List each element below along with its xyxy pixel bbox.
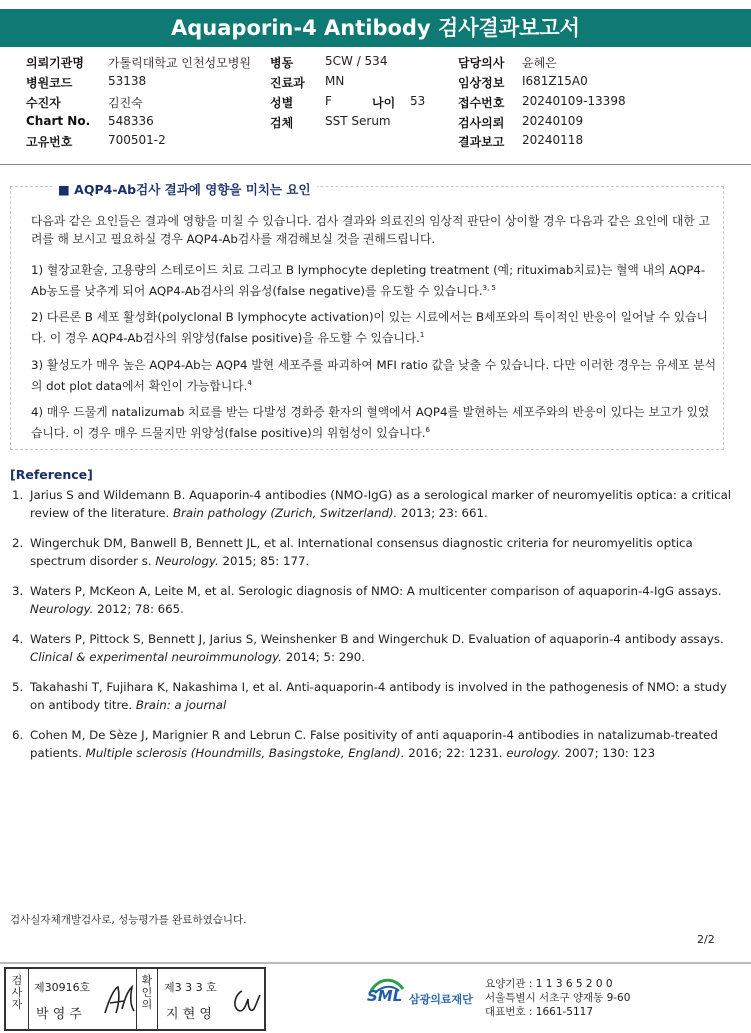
info-value: MN: [325, 74, 345, 88]
info-label: 검사의뢰: [458, 116, 505, 130]
reference-item: [12, 679, 732, 714]
reference-journal: Clinical & experimental neuroimmunology.: [30, 649, 282, 664]
role-char: 확: [141, 974, 153, 987]
signer-license: 제3 3 3 호: [164, 981, 217, 994]
signer-role: [136, 969, 158, 1029]
reference-tail: 2014; 5: 290.: [281, 649, 365, 664]
info-value: 20240109-13398: [522, 94, 626, 108]
org-registration: 요양기관 : 1 1 3 6 5 2 0 0: [485, 978, 613, 990]
signature-box: [4, 967, 266, 1031]
info-label: 고유번호: [26, 135, 73, 149]
logo-text: SML: [367, 987, 403, 1005]
signer-license: 제30916호: [34, 981, 91, 994]
info-label: 접수번호: [458, 96, 505, 110]
info-label: 진료과: [270, 76, 305, 90]
reference-item: [12, 727, 732, 762]
org-phone: 대표번호 : 1661-5117: [485, 1006, 594, 1018]
divider: [0, 164, 751, 165]
info-value: I681Z15A0: [522, 74, 588, 88]
reference-tail: 2016; 22: 1231.: [404, 745, 507, 760]
reference-number: 4.: [12, 632, 24, 646]
factors-heading: ■ AQP4-Ab검사 결과에 영향을 미치는 요인: [52, 180, 317, 198]
org-logo: [367, 975, 482, 1015]
info-value: F: [325, 94, 332, 108]
info-value: 20240109: [522, 114, 584, 128]
factor-text: 1) 혈장교환술, 고용량의 스테로이드 치료 그리고 B lymphocyte depleting treatment (예; rituximab치료)는 혈액 내의 AQP4-Ab농도를 낮추게 되어 AQP4-Ab검사의 위음성(false negative)를 유도할 수 있습니다.: [31, 263, 706, 298]
info-label: 병원코드: [26, 76, 73, 90]
signer-name: 박 영 주: [36, 1007, 82, 1022]
signer-role: [6, 969, 29, 1029]
role-char: 인: [141, 986, 153, 999]
info-label: 병동: [270, 56, 294, 70]
reference-item: [12, 583, 732, 618]
factor-citation: 1: [419, 330, 425, 339]
info-label: 나이: [372, 96, 396, 110]
reference-journal: Brain pathology (Zurich, Switzerland).: [172, 505, 398, 520]
reference-text: Cohen M, De Sèze J, Marignier R and Lebrun C. False positivity of anti aquaporin-4 antibodies in natalizumab-treated patients.: [30, 728, 718, 760]
role-char: 의: [141, 998, 153, 1011]
info-label: 검체: [270, 116, 294, 130]
reference-title: [Reference]: [10, 467, 93, 482]
info-value: 20240118: [522, 133, 584, 147]
info-label: Chart No.: [26, 114, 91, 128]
factors-intro: 다음과 같은 요인들은 결과에 영향을 미칠 수 있습니다. 검사 결과와 의료진의 임상적 판단이 상이할 경우 다음과 같은 요인에 대한 고려를 해 보시고 필요하실 경우 AQP4-Ab검사를 재검해보실 것을 권해드립니다.: [31, 214, 710, 246]
factor-item: [31, 357, 717, 395]
info-label: 의뢰기관명: [26, 56, 84, 70]
factor-item: [31, 262, 717, 300]
info-value: 김진숙: [108, 96, 143, 110]
factor-text: 3) 활성도가 매우 높은 AQP4-Ab는 AQP4 발현 세포주를 파괴하여 MFI ratio 값을 낮출 수 있습니다. 다만 이러한 경우는 유세포 분석의 dot plot data에서 확인이 가능합니다.: [31, 358, 717, 393]
reference-journal: Brain: a journal: [135, 697, 227, 712]
factor-item: [31, 309, 717, 347]
signature-mark: [102, 983, 136, 1019]
factor-citation: 6: [425, 425, 431, 434]
info-label: 담당의사: [458, 56, 505, 70]
info-value: 53138: [108, 74, 147, 88]
info-label: 임상정보: [458, 76, 505, 90]
reference-text: Waters P, Pittock S, Bennett J, Jarius S, Weinshenker B and Wingerchuk D. Evaluation of aquaporin-4 antibody assays.: [30, 632, 724, 646]
reference-number: 5.: [12, 680, 24, 694]
reference-number: 3.: [12, 584, 24, 598]
factor-citation: 3, 5: [482, 283, 496, 292]
info-value: 5CW / 534: [325, 54, 388, 68]
reference-item: [12, 535, 732, 570]
reference-item: [12, 631, 732, 666]
page-number: 2/2: [697, 933, 715, 946]
org-address: 서울특별시 서초구 양재동 9-60: [485, 992, 631, 1004]
info-value: SST Serum: [325, 114, 391, 128]
reference-tail: 2012; 78: 665.: [93, 601, 184, 616]
performance-note: 검사실자체개발검사로, 성능평가를 완료하였습니다.: [10, 914, 247, 926]
info-value: 700501-2: [108, 133, 166, 147]
info-value: 548336: [108, 114, 154, 128]
reference-journal-2: eurology.: [506, 745, 561, 760]
reference-tail: 2015; 85: 177.: [218, 553, 310, 568]
info-value: 윤혜은: [522, 56, 557, 70]
reference-tail-2: 2007; 130: 123: [560, 745, 656, 760]
reference-text: Jarius S and Wildemann B. Aquaporin-4 antibodies (NMO-IgG) as a serological marker of neuromyelitis optica: a critical review of the literature.: [30, 488, 732, 520]
reference-journal: Neurology.: [155, 553, 219, 568]
factor-citation: 4: [247, 378, 252, 387]
info-value: 가톨릭대학교 인천성모병원: [108, 56, 251, 70]
role-char: 검: [11, 974, 23, 987]
reference-text: Wingerchuk DM, Banwell B, Bennett JL, et al. International consensus diagnostic criteria for neuromyelitis optica spectrum disorder s.: [30, 536, 693, 568]
reference-tail: 2013; 23: 661.: [397, 505, 488, 520]
report-title: Aquaporin-4 Antibody 검사결과보고서: [0, 9, 751, 47]
reference-text: Takahashi T, Fujihara K, Nakashima I, et al. Anti-aquaporin-4 antibody is involved in the pathogenesis of NMO: a study on antibody titre.: [30, 680, 727, 712]
signer-name: 지 현 영: [166, 1007, 212, 1022]
info-label: 성별: [270, 96, 294, 110]
reference-text: Waters P, McKeon A, Leite M, et al. Serologic diagnosis of NMO: A multicenter comparison of aquaporin-4-IgG assays.: [30, 584, 722, 598]
org-details: [485, 977, 630, 1019]
reference-number: 6.: [12, 728, 24, 742]
info-label: 수진자: [26, 96, 61, 110]
reference-item: [12, 487, 732, 522]
role-char: 자: [11, 998, 23, 1011]
factor-text: 4) 매우 드물게 natalizumab 치료를 받는 다발성 경화증 환자의 혈액에서 AQP4를 발현하는 세포주와의 반응이 있다는 보고가 있었습니다. 이 경우 매우 드물지만 위양성(false positive)의 위험성이 있습니다.: [31, 405, 710, 440]
signature-mark: [228, 985, 262, 1017]
factor-item: [31, 404, 717, 442]
footer-divider: [0, 962, 751, 964]
factor-text: 2) 다른론 B 세포 활성화(polyclonal B lymphocyte activation)이 있는 시료에서는 B세포와의 특이적인 반응이 일어날 수 있습니다. 이 경우 AQP4-Ab검사의 위양성(false positive)을 유도할 수 있습니다.: [31, 310, 708, 345]
org-name: 삼광의료재단: [409, 993, 473, 1006]
info-value: 53: [410, 94, 426, 108]
reference-journal: Neurology.: [30, 601, 94, 616]
reference-number: 1.: [12, 488, 24, 502]
role-char: 사: [11, 986, 23, 999]
info-label: 결과보고: [458, 135, 505, 149]
reference-journal: Multiple sclerosis (Houndmills, Basingstoke, England).: [85, 745, 405, 760]
reference-number: 2.: [12, 536, 24, 550]
